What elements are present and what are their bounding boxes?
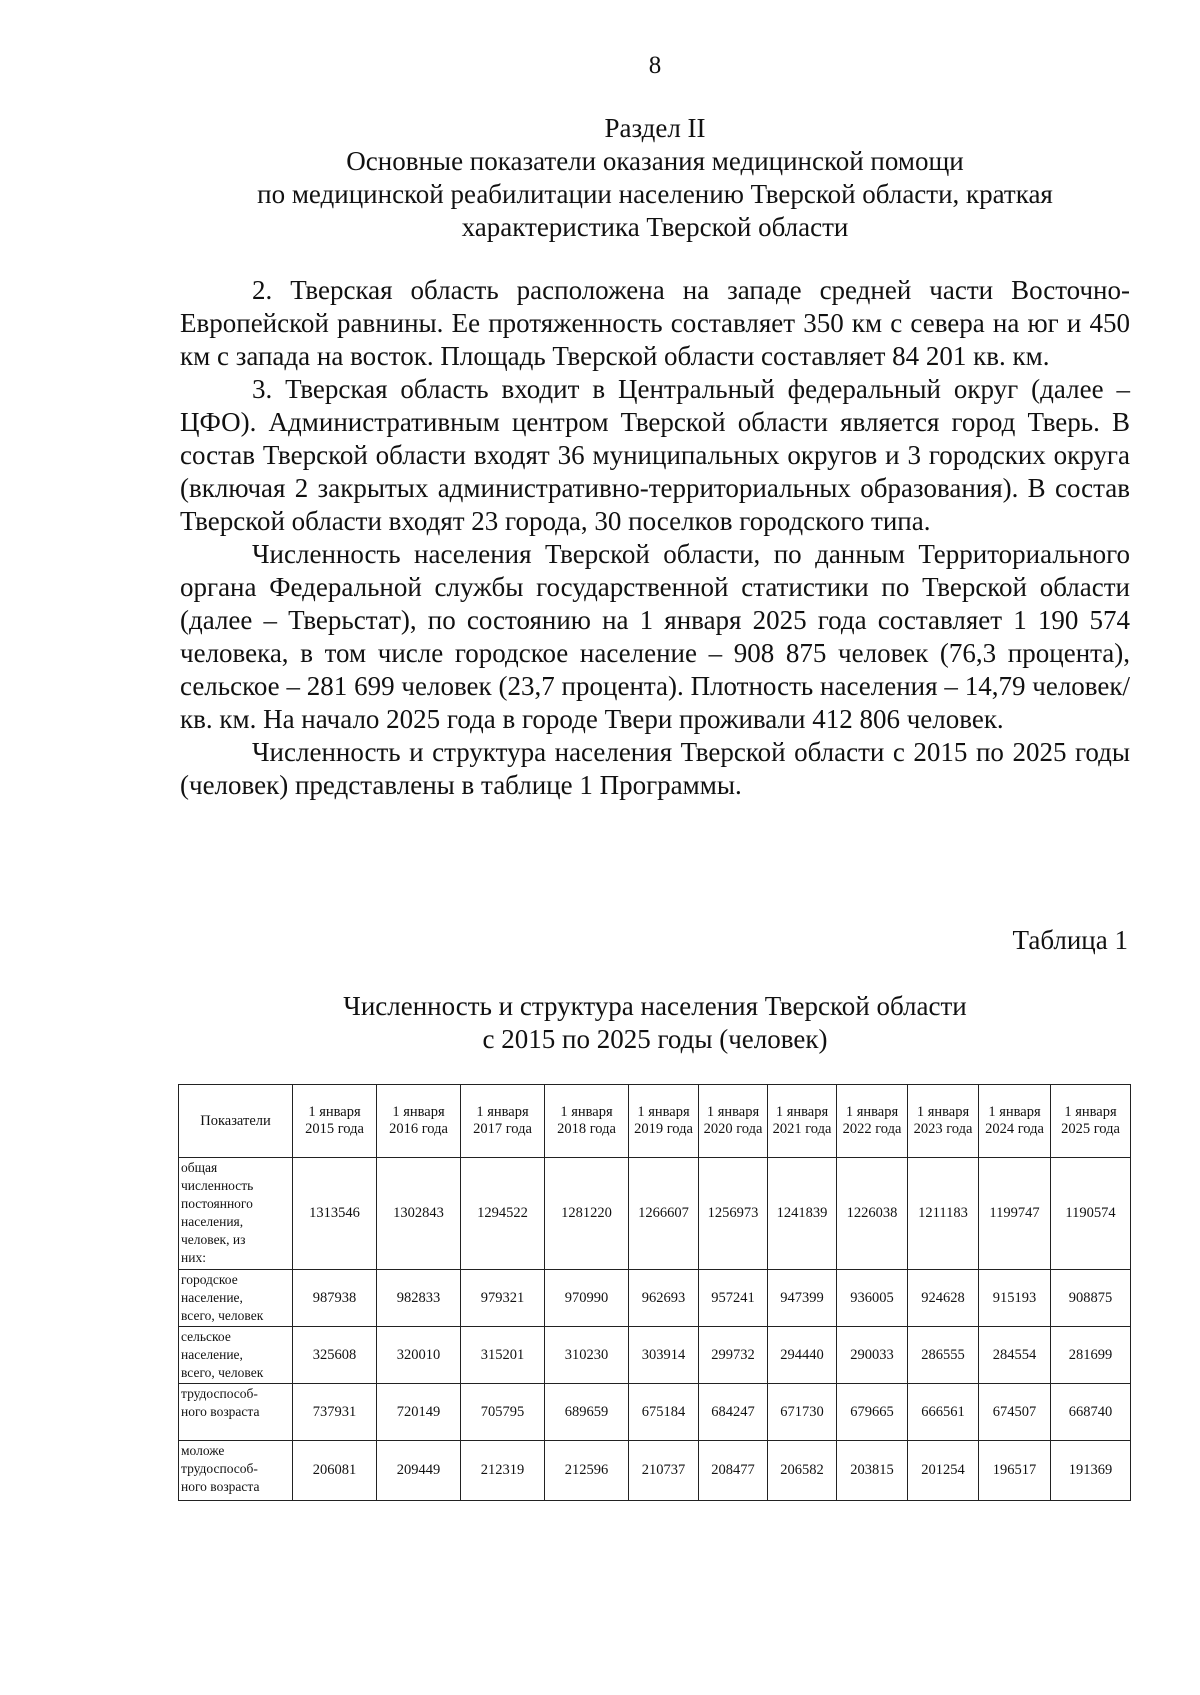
table-cell: 203815 (837, 1441, 908, 1501)
population-table (178, 1084, 1131, 1501)
table-header-cell (545, 1085, 629, 1158)
row-label-line: всего, человек (181, 1308, 264, 1323)
row-label-cell (179, 1158, 293, 1270)
row-label-line: численность (181, 1178, 254, 1193)
table-cell: 666561 (908, 1384, 979, 1441)
header-line: 2024 года (985, 1121, 1044, 1137)
row-label-line: населения, (181, 1214, 244, 1229)
table-cell: 201254 (908, 1441, 979, 1501)
header-line: 2016 года (389, 1121, 448, 1137)
table-row (179, 1384, 1131, 1441)
table-cell: 1226038 (837, 1158, 908, 1270)
table-cell: 970990 (545, 1270, 629, 1327)
table-header-cell (461, 1085, 545, 1158)
row-label-cell (179, 1327, 293, 1384)
row-label-line: человек, из (181, 1232, 246, 1247)
table-cell: 284554 (979, 1327, 1051, 1384)
table-cell: 679665 (837, 1384, 908, 1441)
header-line: 1 января (916, 1104, 970, 1120)
table-label: Таблица 1 (1012, 925, 1128, 955)
table-cell: 924628 (908, 1270, 979, 1327)
table-cell: 208477 (699, 1441, 768, 1501)
header-line: 1 января (988, 1104, 1041, 1120)
table-cell: 674507 (979, 1384, 1051, 1441)
table-cell: 1241839 (768, 1158, 837, 1270)
table-header-cell (979, 1085, 1051, 1158)
table-header-cell (293, 1085, 377, 1158)
row-label-line: население, (181, 1290, 243, 1305)
table-row (179, 1158, 1131, 1270)
row-label-line: общая (181, 1160, 218, 1175)
header-line: 2022 года (842, 1121, 902, 1137)
table-header-cell (699, 1085, 768, 1158)
paragraph: Численность и структура населения Тверской области с 2015 по 2025 годы (человек) представлены в таблице 1 Программы. (180, 737, 1130, 800)
table-cell: 671730 (768, 1384, 837, 1441)
header-line: 2015 года (305, 1121, 364, 1137)
row-label-line: городское (181, 1272, 238, 1287)
table-cell: 315201 (461, 1327, 545, 1384)
table-cell: 987938 (293, 1270, 377, 1327)
table-cell: 936005 (837, 1270, 908, 1327)
row-label-cell (179, 1441, 293, 1501)
table-cell: 982833 (377, 1270, 461, 1327)
table-cell: 705795 (461, 1384, 545, 1441)
header-line: 2017 года (473, 1121, 532, 1137)
table-cell: 1266607 (629, 1158, 699, 1270)
header-line: 2025 года (1061, 1121, 1120, 1137)
table-cell: 210737 (629, 1441, 699, 1501)
table-cell: 206081 (293, 1441, 377, 1501)
table-cell: 1190574 (1051, 1158, 1131, 1270)
table-header-cell: Показатели (179, 1085, 293, 1158)
table-cell: 1294522 (461, 1158, 545, 1270)
row-label-line: сельское (181, 1329, 231, 1344)
table-cell: 206582 (768, 1441, 837, 1501)
table-cell: 957241 (699, 1270, 768, 1327)
row-label-line: моложе (181, 1443, 225, 1458)
table-cell: 1199747 (979, 1158, 1051, 1270)
header-line: 2019 года (634, 1121, 693, 1137)
table-cell: 212596 (545, 1441, 629, 1501)
header-line: 2021 года (772, 1121, 832, 1137)
table-header-cell (837, 1085, 908, 1158)
row-label-line: постоянного (181, 1196, 253, 1211)
table-cell: 196517 (979, 1441, 1051, 1501)
table-cell: 325608 (293, 1327, 377, 1384)
header-line: 1 января (637, 1104, 690, 1120)
table-cell: 1313546 (293, 1158, 377, 1270)
table-cell: 209449 (377, 1441, 461, 1501)
header-line: 1 января (476, 1104, 529, 1120)
table-cell: 737931 (293, 1384, 377, 1441)
header-line: 1 января (706, 1104, 760, 1120)
table-title (180, 990, 1130, 1056)
table-cell: 290033 (837, 1327, 908, 1384)
section-subtitle-line: по медицинской реабилитации населению Тверской области, краткая (257, 179, 1053, 209)
table-header-cell (629, 1085, 699, 1158)
section-subtitle-line: Основные показатели оказания медицинской помощи (346, 146, 964, 176)
paragraph: 3. Тверская область входит в Центральный федеральный округ (далее – ЦФО). Административным центром Тверской области является город Тверь. В состав Тверской области входят 36 муниципальных округов и 3 городских округа (включая 2 закрытых административно-территориальных образования). В состав Тверской области входят 23 города, 30 поселков городского типа. (180, 374, 1130, 536)
row-label-cell (179, 1384, 293, 1441)
header-line: 1 января (845, 1104, 899, 1120)
header-line: 2023 года (913, 1121, 973, 1137)
page-number: 8 (648, 52, 662, 79)
table-cell: 668740 (1051, 1384, 1131, 1441)
paragraph: 2. Тверская область расположена на западе средней части Восточно-Европейской равнины. Ее протяженность составляет 350 км с севера на юг и 450 км с запада на восток. Площадь Тверской области составляет 84 201 кв. км. (180, 275, 1130, 371)
table-cell: 1281220 (545, 1158, 629, 1270)
table-row (179, 1327, 1131, 1384)
header-line: 1 января (392, 1104, 445, 1120)
table-cell: 1302843 (377, 1158, 461, 1270)
table-cell: 1256973 (699, 1158, 768, 1270)
table-header-cell (908, 1085, 979, 1158)
row-label-line: ного возраста (181, 1479, 260, 1494)
table-cell: 286555 (908, 1327, 979, 1384)
row-label-line: трудоспособ- (181, 1461, 258, 1476)
row-label-line: ного возраста (181, 1404, 260, 1419)
table-cell: 908875 (1051, 1270, 1131, 1327)
table-cell: 303914 (629, 1327, 699, 1384)
table-header-cell (1051, 1085, 1131, 1158)
paragraph: Численность населения Тверской области, по данным Территориального органа Федеральной службы государственной статистики по Тверской области (далее – Тверьстат), по состоянию на 1 января 2025 года составляет 1 190 574 человека, в том числе городское население – 908 875 человек (76,3 процента), сельское – 281 699 человек (23,7 процента). Плотность населения – 14,79 человек/кв. км. На начало 2025 года в городе Твери проживали 412 806 человек. (180, 539, 1130, 734)
body-text (180, 274, 1130, 802)
section-heading (180, 112, 1130, 244)
table-cell: 191369 (1051, 1441, 1131, 1501)
header-line: 1 января (560, 1104, 613, 1120)
table-cell: 320010 (377, 1327, 461, 1384)
table-cell: 299732 (699, 1327, 768, 1384)
row-label-cell (179, 1270, 293, 1327)
table-title-line: с 2015 по 2025 годы (человек) (482, 1024, 828, 1054)
table-cell: 979321 (461, 1270, 545, 1327)
header-line: 1 января (1064, 1104, 1117, 1120)
table-row (179, 1270, 1131, 1327)
header-line: 1 января (775, 1104, 829, 1120)
table-row (179, 1441, 1131, 1501)
table-cell: 212319 (461, 1441, 545, 1501)
table-cell: 675184 (629, 1384, 699, 1441)
table-cell: 294440 (768, 1327, 837, 1384)
table-header-cell (768, 1085, 837, 1158)
row-label-line: всего, человек (181, 1365, 264, 1380)
table-cell: 281699 (1051, 1327, 1131, 1384)
row-label-line: население, (181, 1347, 243, 1362)
header-line: 2018 года (557, 1121, 616, 1137)
row-label-line: них: (181, 1250, 206, 1265)
table-title-line: Численность и структура населения Тверской области (343, 991, 967, 1021)
header-line: 1 января (308, 1104, 361, 1120)
section-title: Раздел II (604, 113, 706, 143)
section-subtitle-line: характеристика Тверской области (461, 212, 849, 242)
table-cell: 947399 (768, 1270, 837, 1327)
table-cell: 915193 (979, 1270, 1051, 1327)
table-cell: 310230 (545, 1327, 629, 1384)
table-cell: 1211183 (908, 1158, 979, 1270)
row-label-line: трудоспособ- (181, 1386, 258, 1401)
table-cell: 689659 (545, 1384, 629, 1441)
table-header-cell (377, 1085, 461, 1158)
table-cell: 962693 (629, 1270, 699, 1327)
header-line: 2020 года (703, 1121, 763, 1137)
table-cell: 684247 (699, 1384, 768, 1441)
table-cell: 720149 (377, 1384, 461, 1441)
table-body (179, 1158, 1131, 1501)
table-header-row (179, 1085, 1131, 1158)
